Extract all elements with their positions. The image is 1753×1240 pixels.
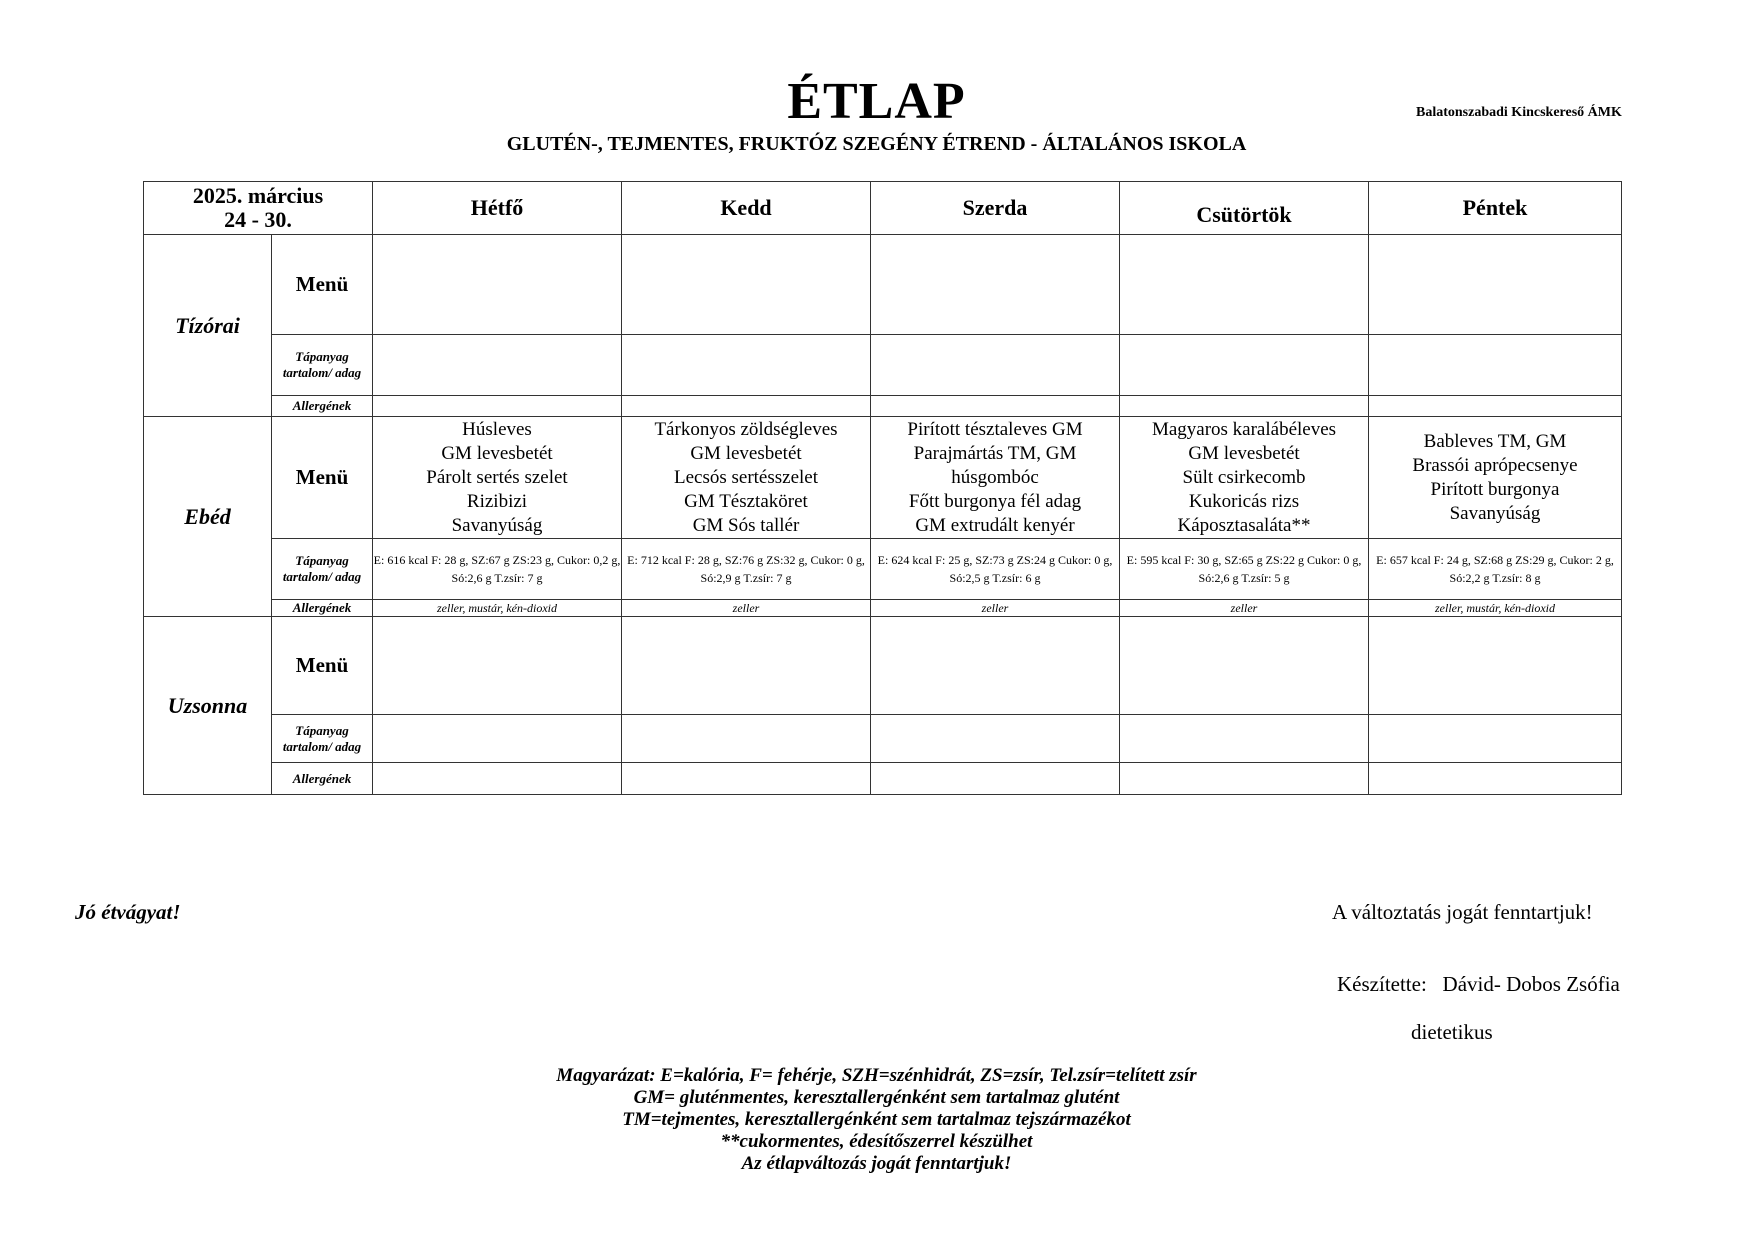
menu-cell [871, 617, 1120, 715]
dish-item: GM levesbetét [1188, 442, 1300, 464]
dish-item: GM levesbetét [441, 442, 553, 464]
dish-item: Savanyúság [1449, 502, 1541, 524]
legend-line: Magyarázat: E=kalória, F= fehérje, SZH=szénhidrát, ZS=zsír, Tel.zsír=telített zsír [556, 1065, 1197, 1086]
nutrition-cell [871, 335, 1120, 396]
nutrition-cell [622, 715, 871, 763]
dish-item: Húsleves [462, 418, 532, 440]
allergen-cell [871, 396, 1120, 417]
allergen-cell [1120, 763, 1369, 795]
dish-item: húsgombóc [951, 466, 1039, 488]
date-days: 24 - 30. [224, 207, 292, 232]
dish-item: Rizibizi [466, 490, 528, 512]
prepared-label: Készítette: [1337, 972, 1427, 996]
page-title: ÉTLAP [787, 73, 966, 130]
allergen-cell [1120, 396, 1369, 417]
row-label-nutrition: Tápanyag tartalom/ adag [272, 335, 373, 396]
row-label-nutrition: Tápanyag tartalom/ adag [272, 715, 373, 763]
menu-cell [1120, 617, 1369, 715]
legend-line: Az étlapváltozás jogát fenntartjuk! [741, 1153, 1012, 1174]
nutrition-cell-tuesday: E: 712 kcal F: 28 g, SZ:76 g ZS:32 g, Cukor: 0 g, Só:2,9 g T.zsír: 7 g [622, 539, 871, 600]
nutrition-cell-friday: E: 657 kcal F: 24 g, SZ:68 g ZS:29 g, Cukor: 2 g, Só:2,2 g T.zsír: 8 g [1369, 539, 1622, 600]
allergen-cell-wednesday: zeller [871, 600, 1120, 617]
row-label-menu: Menü [272, 617, 373, 715]
menu-cell-monday [373, 417, 622, 539]
dish-item: Parajmártás TM, GM [913, 442, 1077, 464]
meal-label-ebed: Ebéd [144, 417, 272, 617]
legend-block [0, 1065, 1753, 1175]
dish-item: GM levesbetét [690, 442, 802, 464]
institution-name: Balatonszabadi Kincskereső ÁMK [1416, 105, 1622, 120]
tizorai-allergens-row [144, 396, 1622, 417]
prepared-name: Dávid- Dobos Zsófia [1442, 972, 1620, 996]
allergen-cell [622, 396, 871, 417]
allergen-cell [622, 763, 871, 795]
meal-label-tizorai: Tízórai [144, 235, 272, 417]
dish-item: Sült csirkecomb [1182, 466, 1306, 488]
nutrition-cell-wednesday: E: 624 kcal F: 25 g, SZ:73 g ZS:24 g Cukor: 0 g, Só:2,5 g T.zsír: 6 g [871, 539, 1120, 600]
dish-item: Bableves TM, GM [1423, 430, 1567, 452]
dish-item: GM extrudált kenyér [915, 514, 1075, 536]
row-label-allergens: Allergének [272, 763, 373, 795]
allergen-cell [373, 396, 622, 417]
dish-item: Tárkonyos zöldségleves [654, 418, 838, 440]
dish-item: Pirított tésztaleves GM [907, 418, 1083, 440]
legend-line: GM= gluténmentes, keresztallergénként sem tartalmaz glutént [633, 1087, 1120, 1108]
ebed-allergens-row [144, 600, 1622, 617]
nutrition-cell [1120, 335, 1369, 396]
day-header-friday: Péntek [1369, 182, 1622, 235]
ebed-menu-row [144, 417, 1622, 539]
allergen-cell [871, 763, 1120, 795]
page-subtitle: GLUTÉN-, TEJMENTES, FRUKTÓZ SZEGÉNY ÉTREND - ÁLTALÁNOS ISKOLA [506, 133, 1247, 155]
nutrition-cell [871, 715, 1120, 763]
dish-item: GM Sós tallér [692, 514, 800, 536]
meal-label-uzsonna: Uzsonna [144, 617, 272, 795]
day-header-monday: Hétfő [373, 182, 622, 235]
allergen-cell-monday: zeller, mustár, kén-dioxid [373, 600, 622, 617]
day-header-thursday: Csütörtök [1120, 182, 1369, 235]
nutrition-cell-monday: E: 616 kcal F: 28 g, SZ:67 g ZS:23 g, Cukor: 0,2 g, Só:2,6 g T.zsír: 7 g [373, 539, 622, 600]
dish-item: Kukoricás rizs [1188, 490, 1300, 512]
dish-item: Pirított burgonya [1430, 478, 1560, 500]
date-range-cell [144, 182, 373, 235]
dish-item: Savanyúság [451, 514, 543, 536]
tizorai-menu-row [144, 235, 1622, 335]
dish-item: Főtt burgonya fél adag [908, 490, 1082, 512]
menu-cell-thursday [1120, 417, 1369, 539]
menu-cell [622, 235, 871, 335]
uzsonna-menu-row [144, 617, 1622, 715]
menu-cell [871, 235, 1120, 335]
menu-cell [373, 235, 622, 335]
menu-cell [1369, 235, 1622, 335]
dish-item: Lecsós sertésszelet [673, 466, 819, 488]
row-label-nutrition: Tápanyag tartalom/ adag [272, 539, 373, 600]
row-label-allergens: Allergének [272, 600, 373, 617]
dish-item: Káposztasaláta** [1177, 514, 1311, 536]
nutrition-cell-thursday: E: 595 kcal F: 30 g, SZ:65 g ZS:22 g Cukor: 0 g, Só:2,6 g T.zsír: 5 g [1120, 539, 1369, 600]
dish-item: GM Tésztaköret [684, 490, 808, 512]
uzsonna-allergens-row [144, 763, 1622, 795]
allergen-cell [1369, 396, 1622, 417]
menu-cell [1369, 617, 1622, 715]
legend-line: TM=tejmentes, keresztallergénként sem tartalmaz tejszármazékot [622, 1109, 1131, 1130]
change-reserved-note: A változtatás jogát fenntartjuk! [1332, 900, 1593, 924]
menu-cell [622, 617, 871, 715]
nutrition-cell [1369, 335, 1622, 396]
allergen-cell-thursday: zeller [1120, 600, 1369, 617]
ebed-nutrition-row [144, 539, 1622, 600]
tizorai-nutrition-row [144, 335, 1622, 396]
uzsonna-nutrition-row [144, 715, 1622, 763]
allergen-cell-friday: zeller, mustár, kén-dioxid [1369, 600, 1622, 617]
menu-cell-friday [1369, 417, 1622, 539]
row-label-allergens: Allergének [272, 396, 373, 417]
row-label-menu: Menü [272, 417, 373, 539]
menu-cell-tuesday [622, 417, 871, 539]
nutrition-cell [1369, 715, 1622, 763]
day-header-wednesday: Szerda [871, 182, 1120, 235]
menu-table [143, 181, 1622, 795]
allergen-cell-tuesday: zeller [622, 600, 871, 617]
greeting-text: Jó étvágyat! [75, 900, 181, 924]
nutrition-cell [622, 335, 871, 396]
nutrition-cell [373, 715, 622, 763]
nutrition-cell [373, 335, 622, 396]
legend-line: **cukormentes, édesítőszerrel készülhet [720, 1131, 1033, 1152]
dish-item: Párolt sertés szelet [426, 466, 568, 488]
allergen-cell [1369, 763, 1622, 795]
menu-cell [373, 617, 622, 715]
nutrition-cell [1120, 715, 1369, 763]
menu-cell-wednesday [871, 417, 1120, 539]
day-header-tuesday: Kedd [622, 182, 871, 235]
header-row [144, 182, 1622, 235]
row-label-menu: Menü [272, 235, 373, 335]
dish-item: Magyaros karalábéleves [1151, 418, 1337, 440]
menu-cell [1120, 235, 1369, 335]
prepared-by [1337, 972, 1620, 997]
date-month: 2025. március [192, 183, 324, 208]
dish-item: Brassói aprópecsenye [1412, 454, 1578, 476]
prepared-role: dietetikus [1411, 1020, 1493, 1044]
allergen-cell [373, 763, 622, 795]
